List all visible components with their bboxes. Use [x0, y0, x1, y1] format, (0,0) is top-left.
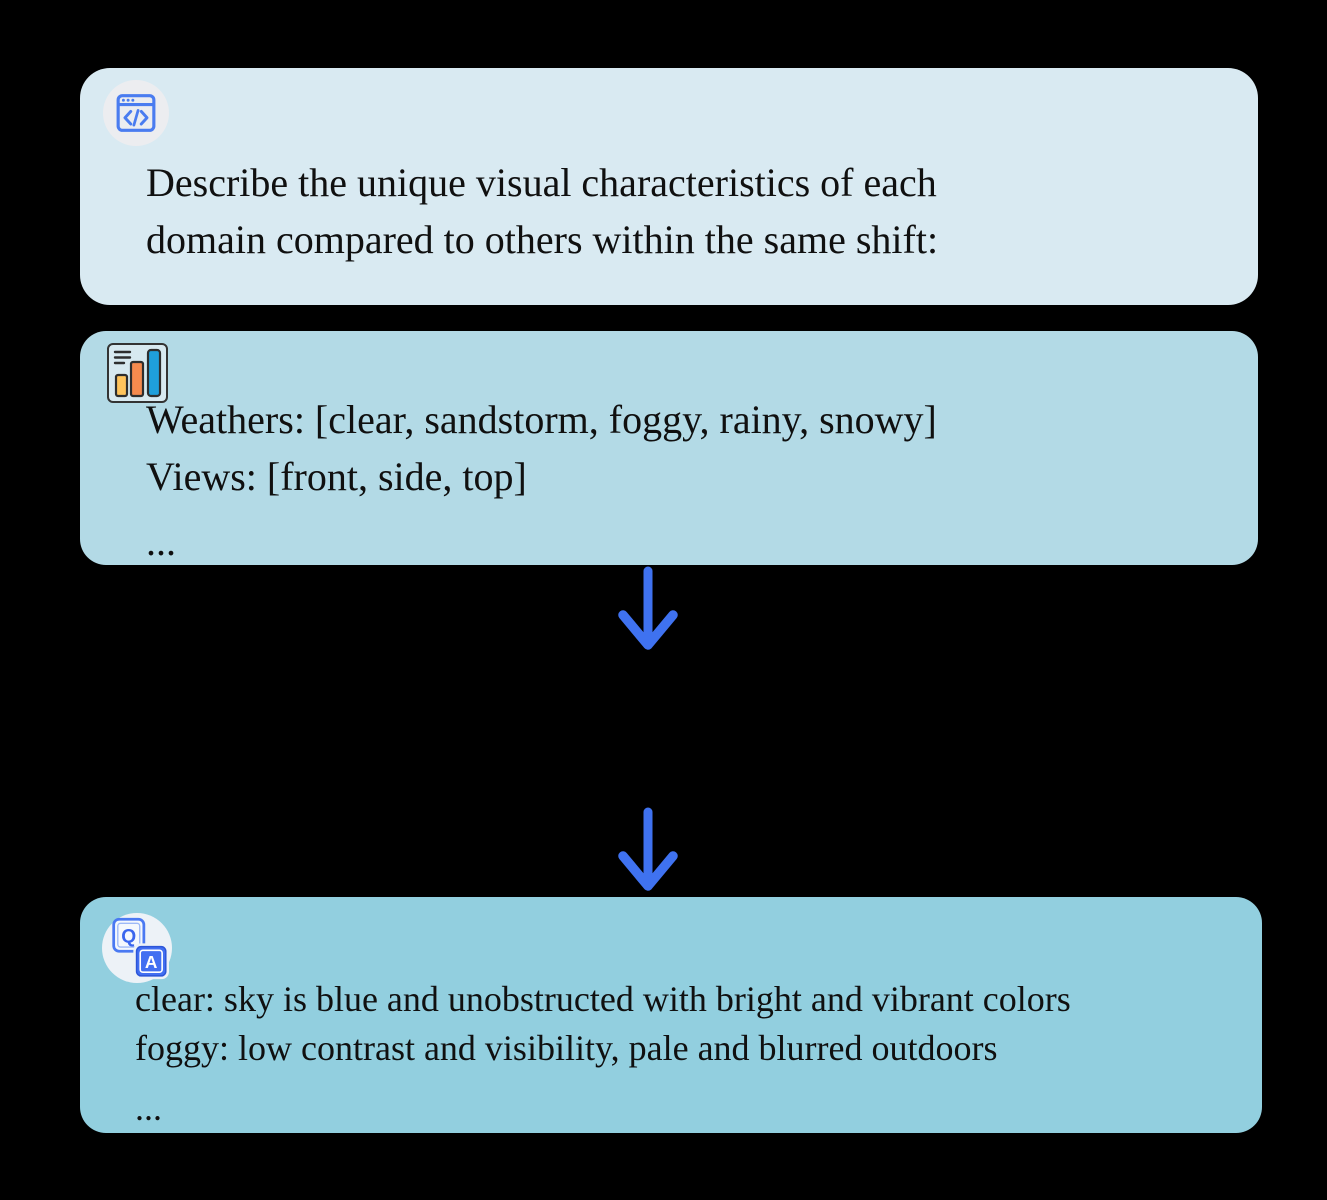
q-letter: Q [121, 926, 137, 948]
code-window-icon-circle [103, 80, 169, 146]
data-line-ellipsis: ... [146, 519, 176, 564]
a-letter: A [144, 952, 158, 973]
question-answer-icon-circle [102, 913, 172, 983]
answer-line-clear: clear: sky is blue and unobstructed with bright and vibrant colors [135, 979, 1071, 1019]
prompt-line-2: domain compared to others within the same shift: [146, 217, 939, 262]
answer-line-ellipsis: ... [135, 1088, 162, 1128]
prompt-line-1: Describe the unique visual characteristics of each [146, 160, 937, 205]
answer-text [135, 975, 1071, 1133]
answer-line-foggy: foggy: low contrast and visibility, pale and blurred outdoors [135, 1028, 998, 1068]
data-text [146, 391, 937, 570]
data-card [80, 331, 1258, 565]
code-window-icon [115, 92, 157, 134]
data-line-weathers: Weathers: [clear, sandstorm, foggy, rainy, snowy] [146, 397, 937, 442]
question-answer-icon [105, 915, 169, 981]
prompt-text [146, 154, 938, 268]
answer-card [80, 897, 1262, 1133]
down-arrow-icon [618, 806, 678, 898]
data-line-views: Views: [front, side, top] [146, 454, 527, 499]
down-arrow-icon [618, 565, 678, 657]
prompt-card [80, 68, 1258, 305]
